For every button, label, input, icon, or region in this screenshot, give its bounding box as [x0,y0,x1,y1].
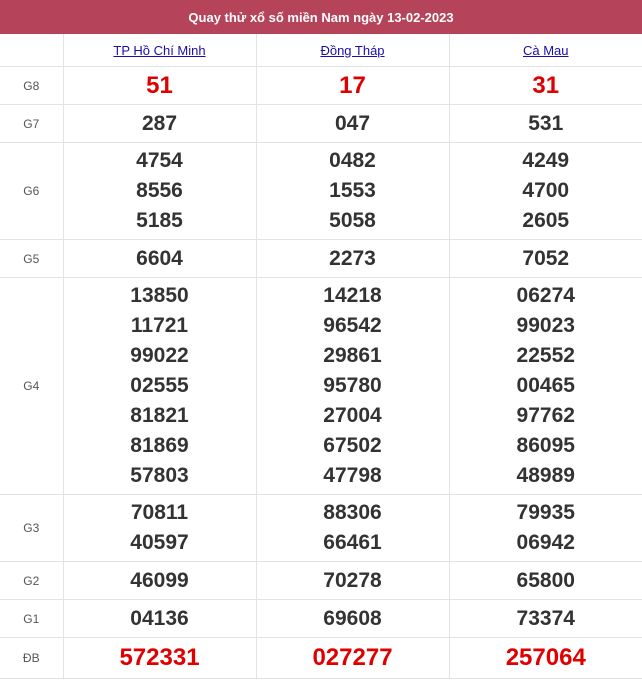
result-number: 70811 [130,501,189,524]
result-cell [63,562,256,600]
result-cell [449,638,642,679]
result-number: 8556 [136,179,183,202]
result-number: 4754 [136,149,183,172]
result-number: 73374 [516,606,575,630]
prize-label: G8 [0,67,63,105]
result-cell [256,638,449,679]
prize-row-g8 [0,67,642,105]
result-number: 48989 [516,464,575,487]
result-number: 67502 [323,434,382,457]
result-number: 70278 [323,568,382,592]
result-number: 99023 [516,314,575,337]
result-number: 95780 [323,374,382,397]
result-cell [63,495,256,562]
result-number: 531 [528,111,564,135]
prize-label: G4 [0,278,63,495]
result-cell [63,638,256,679]
result-number: 40597 [130,531,189,554]
result-number: 2273 [329,246,376,270]
special-prize-number: 257064 [505,644,586,671]
result-number: 5185 [136,209,183,232]
result-cell [449,600,642,638]
result-cell [63,143,256,240]
result-cell [63,278,256,495]
prize-label: ĐB [0,638,63,679]
result-cell [256,278,449,495]
province-link-ca-mau[interactable]: Cà Mau [522,42,569,58]
result-number: 22552 [516,344,575,367]
result-number: 7052 [522,246,570,270]
result-number: 46099 [130,568,189,592]
result-cell [256,600,449,638]
result-number: 02555 [130,374,189,397]
results-table [0,34,642,679]
prize-row-g7 [0,105,642,143]
result-cell [256,240,449,278]
result-number: 06274 [516,284,575,307]
result-cell [449,562,642,600]
result-cell [63,105,256,143]
result-number: 66461 [323,531,382,554]
result-number: 047 [334,111,371,135]
result-cell [449,143,642,240]
result-number: 1553 [329,179,376,202]
result-cell [63,600,256,638]
result-number: 81821 [130,404,189,427]
result-cell [449,278,642,495]
result-number: 88306 [323,501,382,524]
result-cell [449,105,642,143]
prize-label: G7 [0,105,63,143]
result-number: 69608 [323,606,382,630]
result-number: 04136 [130,606,189,630]
result-number: 11721 [130,314,189,337]
result-cell [449,67,642,105]
province-header-ca-mau [449,34,642,67]
result-cell [449,495,642,562]
result-number: 29861 [323,344,382,367]
blank-header-cell [0,34,63,67]
result-cell [63,240,256,278]
result-number: 57803 [130,464,189,487]
province-header-row [0,34,642,67]
prize-row-g2 [0,562,642,600]
prize-row-g5 [0,240,642,278]
result-number: 06942 [516,531,575,554]
result-number: 27004 [323,404,382,427]
province-header-dong-thap [256,34,449,67]
special-prize-number: 027277 [312,644,393,671]
result-number: 31 [532,71,560,99]
result-number: 4700 [522,179,570,202]
result-cell [256,67,449,105]
prize-label: G2 [0,562,63,600]
prize-label: G5 [0,240,63,278]
result-number: 65800 [516,568,575,592]
result-number: 17 [339,71,366,99]
prize-row-g1 [0,600,642,638]
result-number: 96542 [323,314,382,337]
result-number: 47798 [323,464,382,487]
province-link-dong-thap[interactable]: Đồng Tháp [320,42,385,58]
result-number: 79935 [516,501,575,524]
result-cell [256,105,449,143]
result-number: 14218 [323,284,382,307]
result-number: 0482 [329,149,376,172]
result-number: 287 [141,111,178,135]
result-number: 81869 [130,434,189,457]
prize-label: G6 [0,143,63,240]
result-number: 2605 [522,209,570,232]
prize-label: G1 [0,600,63,638]
province-link-hcm[interactable]: TP Hồ Chí Minh [113,42,206,58]
result-number: 13850 [130,284,189,307]
results-title: Quay thử xổ số miền Nam ngày 13-02-2023 [0,0,642,34]
result-number: 99022 [130,344,189,367]
result-cell [63,67,256,105]
prize-row-g4 [0,278,642,495]
result-cell [256,143,449,240]
prize-label: G3 [0,495,63,562]
result-number: 86095 [516,434,575,457]
result-number: 51 [146,71,173,99]
result-number: 4249 [522,149,570,172]
result-cell [449,240,642,278]
special-prize-number: 572331 [119,644,200,671]
prize-row-g3 [0,495,642,562]
result-cell [256,562,449,600]
result-number: 5058 [329,209,376,232]
result-number: 97762 [516,404,575,427]
prize-row-g6 [0,143,642,240]
prize-row-special [0,638,642,679]
province-header-hcm [63,34,256,67]
result-number: 6604 [136,246,183,270]
result-cell [256,495,449,562]
result-number: 00465 [516,374,575,397]
